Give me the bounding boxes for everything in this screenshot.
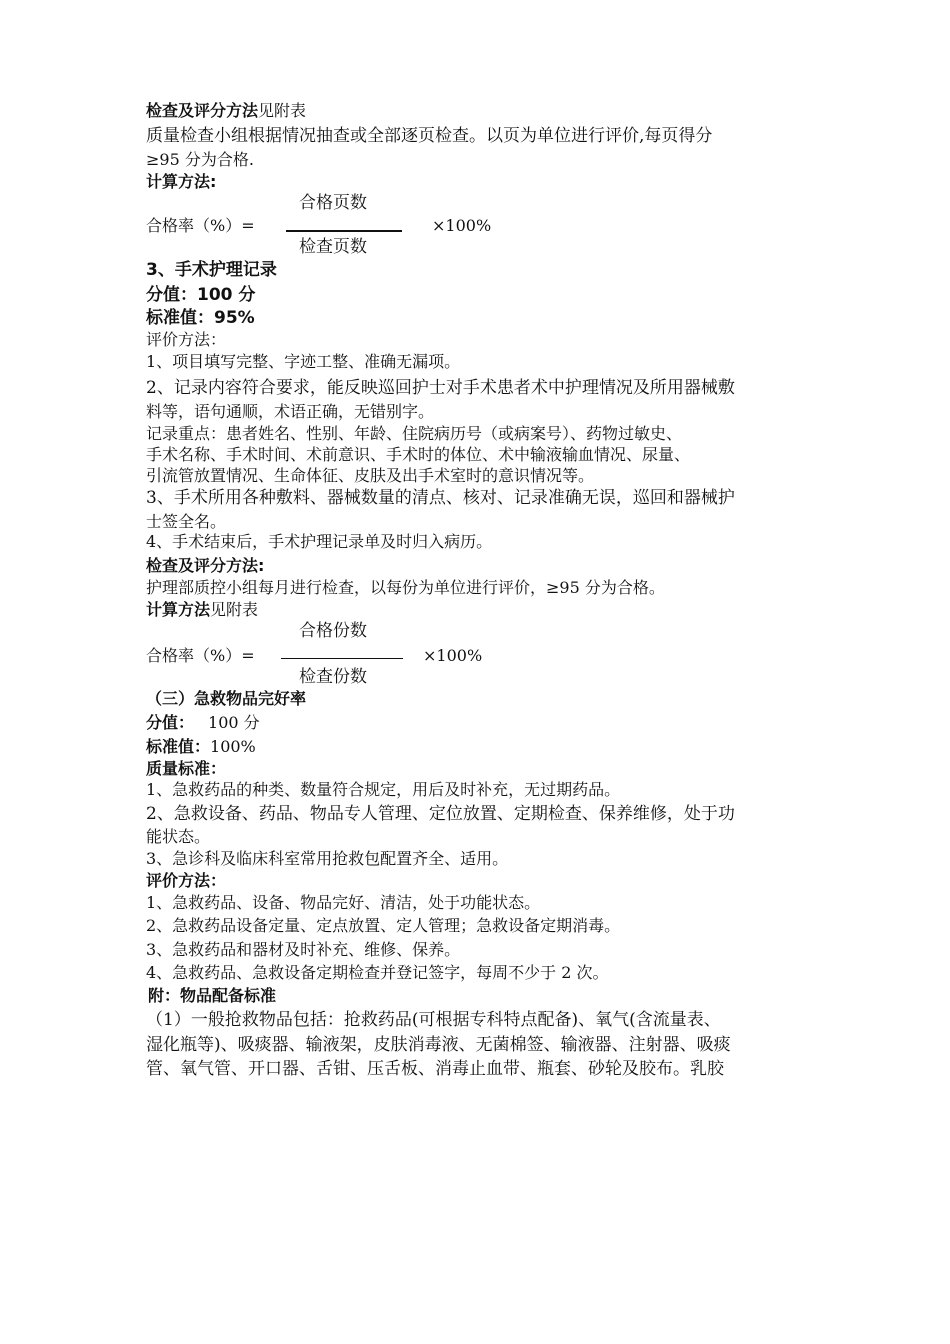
- list-item: 3、手术所用各种敷料、器械数量的清点、核对、记录准确无误，巡回和器械护: [146, 488, 735, 508]
- list-item: 1、急救药品的种类、数量符合规定，用后及时补充，无过期药品。: [146, 780, 621, 799]
- score-line: [146, 713, 260, 733]
- method-label-rest: 见附表: [258, 101, 307, 120]
- standard-line: [146, 737, 256, 757]
- quality-label: 质量标准：: [146, 759, 227, 778]
- standard-value: 100%: [210, 737, 256, 756]
- eval-label: 评价方法：: [146, 871, 227, 890]
- list-item: 士签全名。: [146, 512, 227, 531]
- check-label: 检查及评分方法:: [146, 556, 265, 575]
- list-item: 能状态。: [146, 827, 211, 846]
- list-item: 4、急救药品、急救设备定期检查并登记签字，每周不少于 2 次。: [146, 963, 609, 982]
- score-label: 分值：: [146, 713, 195, 732]
- formula-numerator: 合格页数: [299, 193, 367, 213]
- list-item: 2、急救药品设备定量、定点放置、定人管理；急救设备定期消毒。: [146, 916, 621, 935]
- formula-denominator: 检查页数: [299, 237, 367, 257]
- formula-multiplier: ×100%: [432, 216, 492, 235]
- list-item: 4、手术结束后，手术护理记录单及时归入病历。: [146, 532, 493, 551]
- appendix-line: （1）一般抢救物品包括：抢救药品(可根据专科特点配备)、氧气(含流量表、: [146, 1010, 721, 1030]
- appendix-line: 管、氧气管、开口器、舌钳、压舌板、消毒止血带、瓶套、砂轮及胶布。乳胶: [146, 1059, 724, 1079]
- paragraph-line: ≥95 分为合格.: [146, 150, 254, 169]
- list-item: 2、记录内容符合要求，能反映巡回护士对手术患者术中护理情况及所用器械敷: [146, 378, 735, 398]
- formula-denominator: 检查份数: [299, 667, 367, 687]
- calc-label-rest: 见附表: [210, 600, 259, 619]
- formula-multiplier: ×100%: [423, 646, 483, 665]
- paragraph-line: 质量检查小组根据情况抽查或全部逐页检查。以页为单位进行评价,每页得分: [146, 126, 713, 146]
- calc-label-bold: 计算方法: [146, 600, 211, 619]
- list-item: 2、急救设备、药品、物品专人管理、定位放置、定期检查、保养维修，处于功: [146, 804, 735, 824]
- method-label-bold: 检查及评分方法: [146, 101, 259, 120]
- appendix-label: 附：物品配备标准: [148, 986, 277, 1005]
- fraction-bar: [281, 658, 403, 659]
- eval-label: 评价方法：: [146, 330, 227, 349]
- check-text: 护理部质控小组每月进行检查，以每份为单位进行评价，≥95 分为合格。: [146, 578, 665, 597]
- standard-label: 标准值：: [146, 737, 211, 756]
- score-line: 分值：100 分: [146, 285, 256, 305]
- list-item: 1、急救药品、设备、物品完好、清洁，处于功能状态。: [146, 893, 541, 912]
- formula-left: 合格率（%）=: [146, 646, 255, 665]
- list-item: 1、项目填写完整、字迹工整、准确无漏项。: [146, 352, 461, 371]
- section-title: 3、手术护理记录: [146, 260, 277, 280]
- method-heading: [146, 101, 306, 121]
- formula-numerator: 合格份数: [299, 621, 367, 641]
- formula-left: 合格率（%）=: [146, 216, 255, 235]
- calc-heading: [146, 600, 258, 620]
- list-item: 手术名称、手术时间、术前意识、手术时的体位、术中输液输血情况、尿量、: [146, 445, 691, 464]
- score-value: 100 分: [208, 713, 260, 732]
- list-item: 料等，语句通顺，术语正确，无错别字。: [146, 402, 435, 421]
- list-item: 3、急救药品和器材及时补充、维修、保养。: [146, 940, 461, 959]
- calc-label: 计算方法:: [146, 172, 217, 191]
- standard-line: 标准值：95%: [146, 308, 255, 328]
- list-item: 记录重点：患者姓名、性别、年龄、住院病历号（或病案号）、药物过敏史、: [146, 424, 683, 443]
- list-item: 3、急诊科及临床科室常用抢救包配置齐全、适用。: [146, 849, 509, 868]
- appendix-line: 湿化瓶等)、吸痰器、输液架，皮肤消毒液、无菌棉签、输液器、注射器、吸痰: [146, 1035, 731, 1055]
- list-item: 引流管放置情况、生命体征、皮肤及出手术室时的意识情况等。: [146, 466, 595, 485]
- fraction-bar: [286, 230, 402, 232]
- section-title: （三）急救物品完好率: [146, 689, 307, 708]
